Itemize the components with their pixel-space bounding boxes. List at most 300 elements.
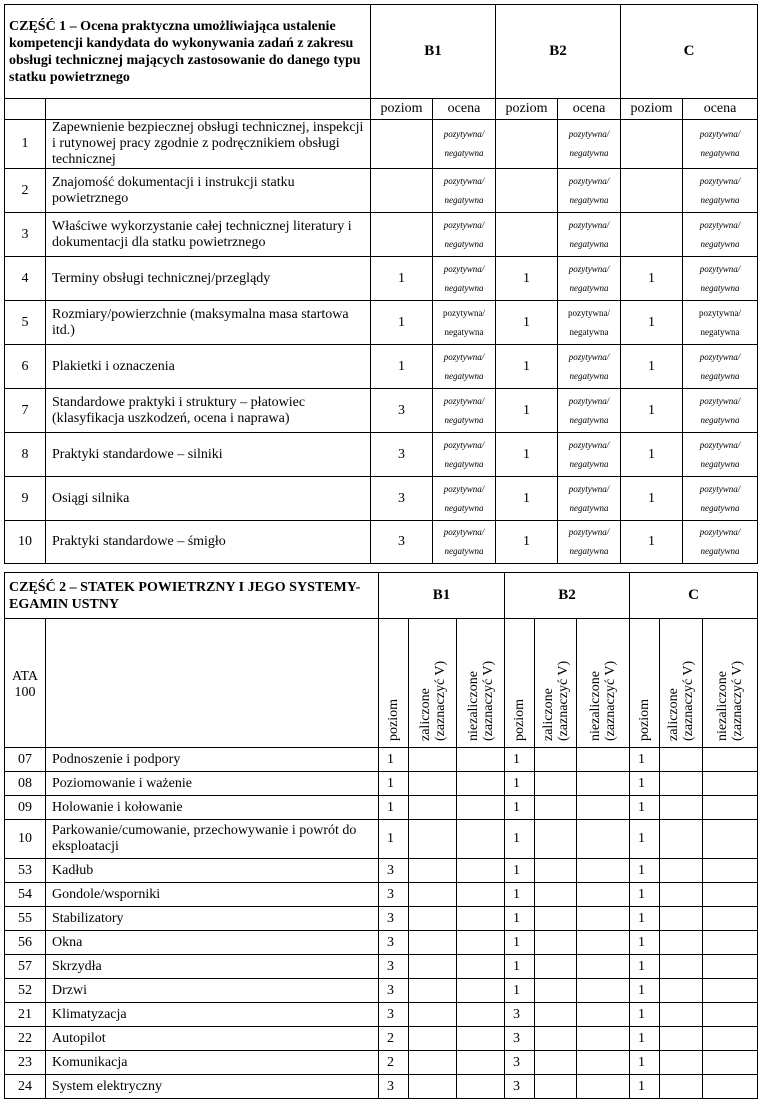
row-description: Właściwe wykorzystanie całej technicznej literatury i dokumentacji dla statku powietrznego	[46, 213, 371, 257]
rating-negative: negatywna	[444, 194, 484, 205]
row-description: Skrzydła	[46, 955, 379, 979]
rating-positive: pozytywna/	[568, 395, 610, 406]
ata-code: 52	[5, 979, 46, 1003]
row-description: Holowanie i kołowanie	[46, 796, 379, 820]
b2-rating[interactable]	[558, 301, 621, 345]
b1-failed-checkbox[interactable]	[457, 796, 505, 820]
b1-failed-checkbox[interactable]	[457, 979, 505, 1003]
part2-row	[5, 859, 758, 883]
b1-passed-checkbox[interactable]	[409, 883, 457, 907]
c-failed-checkbox[interactable]	[703, 955, 758, 979]
part2-row	[5, 1051, 758, 1075]
part1-row	[5, 389, 758, 433]
ata-code: 57	[5, 955, 46, 979]
c-passed-checkbox[interactable]	[660, 1027, 703, 1051]
rating-positive: pozytywna/	[443, 307, 485, 318]
rating-positive: pozytywna/	[568, 175, 610, 186]
b2-level: 1	[505, 748, 535, 772]
b1-level	[371, 213, 433, 257]
rating-positive: pozytywna/	[699, 395, 741, 406]
c-passed-checkbox[interactable]	[660, 859, 703, 883]
part2-group-b1: B1	[379, 573, 505, 619]
b2-level: 1	[505, 772, 535, 796]
b1-rating[interactable]	[433, 433, 496, 477]
c-passed-header: zaliczone (zaznaczyć V)	[660, 619, 703, 748]
b2-rating[interactable]	[558, 169, 621, 213]
part1-sub-rating: ocena	[558, 99, 621, 120]
rating-negative: negatywna	[569, 238, 609, 249]
rating-positive: pozytywna/	[443, 527, 485, 537]
b1-level: 1	[371, 345, 433, 389]
b2-passed-checkbox[interactable]	[535, 1027, 577, 1051]
c-failed-checkbox[interactable]	[703, 1027, 758, 1051]
c-passed-checkbox[interactable]	[660, 955, 703, 979]
rating-negative: negatywna	[569, 326, 609, 337]
c-level: 1	[630, 772, 660, 796]
c-passed-checkbox[interactable]	[660, 748, 703, 772]
b2-level: 1	[496, 389, 558, 433]
b2-failed-checkbox[interactable]	[577, 931, 630, 955]
part1-row	[5, 521, 758, 564]
rating-positive: pozytywna/	[568, 307, 611, 318]
row-description: Osiągi silnika	[46, 477, 371, 521]
part1-row	[5, 301, 758, 345]
rating-positive: pozytywna/	[443, 175, 485, 186]
b2-passed-checkbox[interactable]	[535, 1051, 577, 1075]
b2-passed-checkbox[interactable]	[535, 907, 577, 931]
c-passed-checkbox[interactable]	[660, 1003, 703, 1027]
row-number: 4	[5, 257, 46, 301]
part1-group-b2: B2	[496, 5, 621, 99]
b1-level: 3	[371, 433, 433, 477]
c-failed-checkbox[interactable]	[703, 748, 758, 772]
c-passed-checkbox[interactable]	[660, 1051, 703, 1075]
c-failed-header: niezaliczone (zaznaczyć V)	[703, 619, 758, 748]
b2-failed-checkbox[interactable]	[577, 796, 630, 820]
b1-rating[interactable]	[433, 257, 496, 301]
b1-failed-checkbox[interactable]	[457, 1003, 505, 1027]
b2-level: 3	[505, 1051, 535, 1075]
b1-level: 2	[379, 1051, 409, 1075]
b2-level: 1	[505, 979, 535, 1003]
rating-positive: pozytywna/	[443, 395, 485, 406]
b2-passed-checkbox[interactable]	[535, 955, 577, 979]
b2-failed-checkbox[interactable]	[577, 748, 630, 772]
rating-negative: negatywna	[444, 326, 484, 337]
rating-negative: negatywna	[444, 458, 484, 469]
b2-level	[496, 120, 558, 169]
c-passed-checkbox[interactable]	[660, 931, 703, 955]
b1-failed-checkbox[interactable]	[457, 907, 505, 931]
ata-code: 23	[5, 1051, 46, 1075]
row-number: 3	[5, 213, 46, 257]
rating-negative: negatywna	[444, 414, 484, 425]
c-level: 1	[630, 883, 660, 907]
c-level: 1	[621, 521, 683, 564]
b2-failed-checkbox[interactable]	[577, 820, 630, 859]
rating-negative: negatywna	[444, 370, 484, 381]
b1-failed-checkbox[interactable]	[457, 772, 505, 796]
b1-passed-checkbox[interactable]	[409, 1003, 457, 1027]
rating-negative: negatywna	[569, 546, 609, 556]
c-level: 1	[621, 257, 683, 301]
rating-positive: pozytywna/	[568, 351, 610, 362]
b1-failed-checkbox[interactable]	[457, 1051, 505, 1075]
b2-failed-checkbox[interactable]	[577, 1027, 630, 1051]
ata-code: 24	[5, 1075, 46, 1099]
rating-negative: negatywna	[569, 148, 609, 158]
row-description: Drzwi	[46, 979, 379, 1003]
c-rating[interactable]	[683, 521, 758, 564]
rating-negative: negatywna	[444, 238, 484, 249]
row-number: 10	[5, 521, 46, 564]
b1-level: 3	[379, 1003, 409, 1027]
b1-rating[interactable]	[433, 521, 496, 564]
b1-level: 3	[379, 1075, 409, 1099]
b1-level: 3	[379, 979, 409, 1003]
b2-failed-checkbox[interactable]	[577, 979, 630, 1003]
rating-positive: pozytywna/	[699, 483, 741, 494]
b1-level: 3	[379, 859, 409, 883]
c-failed-checkbox[interactable]	[703, 820, 758, 859]
ata-code: 22	[5, 1027, 46, 1051]
b2-rating[interactable]	[558, 521, 621, 564]
part1-title: CZĘŚĆ 1 – Ocena praktyczna umożliwiająca ustalenie kompetencji kandydata do wykonywania zadań z zakresu obsługi technicznej mających zastosowanie do danego typu statku powietrznego	[5, 5, 371, 99]
c-passed-checkbox[interactable]	[660, 820, 703, 859]
row-description: Praktyki standardowe – silniki	[46, 433, 371, 477]
b2-level: 1	[505, 907, 535, 931]
c-failed-checkbox[interactable]	[703, 931, 758, 955]
b2-rating[interactable]	[558, 257, 621, 301]
c-rating[interactable]	[683, 477, 758, 521]
ata-code: 54	[5, 883, 46, 907]
b1-level-header: poziom	[379, 619, 409, 748]
b2-level: 3	[505, 1075, 535, 1099]
b1-passed-checkbox[interactable]	[409, 931, 457, 955]
part1-row	[5, 345, 758, 389]
b2-passed-checkbox[interactable]	[535, 931, 577, 955]
c-failed-checkbox[interactable]	[703, 772, 758, 796]
b2-passed-checkbox[interactable]	[535, 859, 577, 883]
b2-level	[496, 169, 558, 213]
part1-sub-rating: ocena	[683, 99, 758, 120]
row-description: Plakietki i oznaczenia	[46, 345, 371, 389]
b2-rating[interactable]	[558, 433, 621, 477]
b1-rating[interactable]	[433, 389, 496, 433]
part1-row	[5, 433, 758, 477]
b1-level: 1	[379, 748, 409, 772]
rating-positive: pozytywna/	[699, 527, 741, 537]
part2-row	[5, 979, 758, 1003]
c-level	[621, 120, 683, 169]
c-failed-checkbox[interactable]	[703, 796, 758, 820]
ata-header: ATA 100	[5, 619, 46, 748]
b1-passed-checkbox[interactable]	[409, 1075, 457, 1099]
c-rating[interactable]	[683, 213, 758, 257]
c-level: 1	[621, 345, 683, 389]
part1-sub-level: poziom	[621, 99, 683, 120]
b2-rating[interactable]	[558, 213, 621, 257]
b2-passed-checkbox[interactable]	[535, 772, 577, 796]
b2-failed-checkbox[interactable]	[577, 883, 630, 907]
rating-positive: pozytywna/	[443, 439, 485, 450]
b2-failed-checkbox[interactable]	[577, 955, 630, 979]
part2-row	[5, 931, 758, 955]
part1-table	[4, 4, 758, 564]
c-level: 1	[630, 859, 660, 883]
c-failed-checkbox[interactable]	[703, 979, 758, 1003]
c-level: 1	[621, 301, 683, 345]
row-description: Klimatyzacja	[46, 1003, 379, 1027]
b1-rating[interactable]	[433, 345, 496, 389]
b2-failed-checkbox[interactable]	[577, 907, 630, 931]
rating-positive: pozytywna/	[568, 483, 610, 494]
row-description: Praktyki standardowe – śmigło	[46, 521, 371, 564]
row-description: Poziomowanie i ważenie	[46, 772, 379, 796]
c-failed-checkbox[interactable]	[703, 1003, 758, 1027]
rating-positive: pozytywna/	[699, 175, 741, 186]
part2-row	[5, 883, 758, 907]
b2-failed-checkbox[interactable]	[577, 859, 630, 883]
part1-row	[5, 257, 758, 301]
b2-passed-header: zaliczone (zaznaczyć V)	[535, 619, 577, 748]
ata-code: 07	[5, 748, 46, 772]
b1-passed-checkbox[interactable]	[409, 820, 457, 859]
b1-passed-checkbox[interactable]	[409, 796, 457, 820]
b2-passed-checkbox[interactable]	[535, 979, 577, 1003]
c-rating[interactable]	[683, 301, 758, 345]
row-description: Znajomość dokumentacji i instrukcji statku powietrznego	[46, 169, 371, 213]
b2-rating[interactable]	[558, 389, 621, 433]
c-level-header: poziom	[630, 619, 660, 748]
b1-level: 3	[371, 389, 433, 433]
b1-passed-checkbox[interactable]	[409, 748, 457, 772]
c-passed-checkbox[interactable]	[660, 907, 703, 931]
b2-level: 1	[496, 345, 558, 389]
b2-passed-checkbox[interactable]	[535, 883, 577, 907]
part1-row	[5, 169, 758, 213]
b1-level: 1	[371, 301, 433, 345]
b2-passed-checkbox[interactable]	[535, 748, 577, 772]
c-rating[interactable]	[683, 257, 758, 301]
c-level: 1	[630, 979, 660, 1003]
b2-level: 1	[496, 433, 558, 477]
c-failed-checkbox[interactable]	[703, 859, 758, 883]
c-rating[interactable]	[683, 433, 758, 477]
rating-negative: negatywna	[569, 370, 609, 381]
b2-level: 3	[505, 1003, 535, 1027]
b2-level-header: poziom	[505, 619, 535, 748]
rating-negative: negatywna	[444, 502, 484, 513]
part1-row	[5, 120, 758, 169]
rating-positive: pozytywna/	[568, 219, 610, 230]
b1-rating[interactable]	[433, 477, 496, 521]
rating-negative: negatywna	[700, 194, 740, 205]
c-rating[interactable]	[683, 169, 758, 213]
rating-positive: pozytywna/	[699, 351, 741, 362]
part2-title: CZĘŚĆ 2 – STATEK POWIETRZNY I JEGO SYSTEMY- EGAMIN USTNY	[5, 573, 379, 619]
b2-level: 1	[496, 477, 558, 521]
b1-rating[interactable]	[433, 213, 496, 257]
b1-passed-checkbox[interactable]	[409, 979, 457, 1003]
b1-level: 1	[379, 796, 409, 820]
b2-level: 3	[505, 1027, 535, 1051]
rating-negative: negatywna	[569, 282, 609, 293]
part1-sub-empty	[5, 99, 46, 120]
c-level: 1	[630, 955, 660, 979]
b1-failed-header: niezaliczone (zaznaczyć V)	[457, 619, 505, 748]
c-level: 1	[630, 1075, 660, 1099]
b1-level: 3	[379, 931, 409, 955]
rating-negative: negatywna	[700, 326, 740, 337]
rating-positive: pozytywna/	[443, 351, 485, 362]
row-number: 9	[5, 477, 46, 521]
b1-passed-header: zaliczone (zaznaczyć V)	[409, 619, 457, 748]
b1-passed-checkbox[interactable]	[409, 1051, 457, 1075]
row-number: 6	[5, 345, 46, 389]
row-number: 7	[5, 389, 46, 433]
b1-level: 2	[379, 1027, 409, 1051]
rating-negative: negatywna	[700, 458, 740, 469]
b1-passed-checkbox[interactable]	[409, 772, 457, 796]
c-level	[621, 169, 683, 213]
b2-passed-checkbox[interactable]	[535, 820, 577, 859]
c-level: 1	[630, 820, 660, 859]
b1-rating[interactable]	[433, 169, 496, 213]
row-number: 8	[5, 433, 46, 477]
b1-failed-checkbox[interactable]	[457, 820, 505, 859]
part1-sub-empty	[46, 99, 371, 120]
b2-rating[interactable]	[558, 345, 621, 389]
b1-level: 1	[379, 820, 409, 859]
b1-failed-checkbox[interactable]	[457, 748, 505, 772]
row-number: 1	[5, 120, 46, 169]
rating-negative: negatywna	[569, 458, 609, 469]
part2-row	[5, 820, 758, 859]
rating-positive: pozytywna/	[568, 129, 610, 139]
b1-rating[interactable]	[433, 301, 496, 345]
c-level: 1	[630, 1051, 660, 1075]
part2-group-c: C	[630, 573, 758, 619]
b1-passed-checkbox[interactable]	[409, 907, 457, 931]
b1-level: 3	[371, 521, 433, 564]
c-failed-checkbox[interactable]	[703, 1051, 758, 1075]
rating-positive: pozytywna/	[443, 483, 485, 494]
b2-level: 1	[505, 820, 535, 859]
rating-positive: pozytywna/	[568, 527, 610, 537]
c-passed-checkbox[interactable]	[660, 979, 703, 1003]
b2-level: 1	[496, 257, 558, 301]
c-passed-checkbox[interactable]	[660, 1075, 703, 1099]
c-passed-checkbox[interactable]	[660, 883, 703, 907]
c-level: 1	[621, 389, 683, 433]
rating-negative: negatywna	[700, 502, 740, 513]
b2-level: 1	[496, 301, 558, 345]
b2-rating[interactable]	[558, 120, 621, 169]
b2-passed-checkbox[interactable]	[535, 1003, 577, 1027]
rating-positive: pozytywna/	[443, 129, 485, 139]
c-level: 1	[621, 477, 683, 521]
b2-passed-checkbox[interactable]	[535, 1075, 577, 1099]
b2-level: 1	[505, 859, 535, 883]
row-description: Standardowe praktyki i struktury – płatowiec (klasyfikacja uszkodzeń, ocena i naprawa)	[46, 389, 371, 433]
b2-level	[496, 213, 558, 257]
rating-positive: pozytywna/	[699, 129, 741, 139]
ata-code: 55	[5, 907, 46, 931]
b2-passed-checkbox[interactable]	[535, 796, 577, 820]
c-passed-checkbox[interactable]	[660, 772, 703, 796]
b2-rating[interactable]	[558, 477, 621, 521]
part2-row	[5, 1027, 758, 1051]
c-failed-checkbox[interactable]	[703, 1075, 758, 1099]
rating-positive: pozytywna/	[443, 219, 485, 230]
rating-negative: negatywna	[700, 238, 740, 249]
b1-level: 3	[371, 477, 433, 521]
row-description: Kadłub	[46, 859, 379, 883]
rating-positive: pozytywna/	[443, 263, 485, 274]
part2-desc-header	[46, 619, 379, 748]
ata-code: 21	[5, 1003, 46, 1027]
b1-passed-checkbox[interactable]	[409, 859, 457, 883]
b2-level: 1	[505, 883, 535, 907]
c-passed-checkbox[interactable]	[660, 796, 703, 820]
b2-level: 1	[505, 796, 535, 820]
rating-negative: negatywna	[444, 148, 484, 158]
b1-passed-checkbox[interactable]	[409, 1027, 457, 1051]
c-level: 1	[621, 433, 683, 477]
b2-level: 1	[505, 931, 535, 955]
part2-row	[5, 907, 758, 931]
ata-code: 56	[5, 931, 46, 955]
part2-row	[5, 796, 758, 820]
row-number: 5	[5, 301, 46, 345]
b1-level: 1	[379, 772, 409, 796]
c-failed-checkbox[interactable]	[703, 907, 758, 931]
b2-level: 1	[496, 521, 558, 564]
c-rating[interactable]	[683, 345, 758, 389]
b1-failed-checkbox[interactable]	[457, 931, 505, 955]
rating-positive: pozytywna/	[699, 439, 741, 450]
part2-row	[5, 1003, 758, 1027]
b2-failed-checkbox[interactable]	[577, 1075, 630, 1099]
b1-failed-checkbox[interactable]	[457, 1027, 505, 1051]
row-description: Terminy obsługi technicznej/przeglądy	[46, 257, 371, 301]
c-rating[interactable]	[683, 389, 758, 433]
rating-positive: pozytywna/	[568, 439, 610, 450]
row-number: 2	[5, 169, 46, 213]
b2-failed-checkbox[interactable]	[577, 1051, 630, 1075]
b1-failed-checkbox[interactable]	[457, 1075, 505, 1099]
rating-negative: negatywna	[569, 414, 609, 425]
b1-failed-checkbox[interactable]	[457, 883, 505, 907]
row-description: Autopilot	[46, 1027, 379, 1051]
part1-sub-level: poziom	[371, 99, 433, 120]
b2-failed-checkbox[interactable]	[577, 772, 630, 796]
b2-failed-checkbox[interactable]	[577, 1003, 630, 1027]
part1-row	[5, 477, 758, 521]
b1-failed-checkbox[interactable]	[457, 859, 505, 883]
c-failed-checkbox[interactable]	[703, 883, 758, 907]
b1-failed-checkbox[interactable]	[457, 955, 505, 979]
c-level: 1	[630, 907, 660, 931]
b1-passed-checkbox[interactable]	[409, 955, 457, 979]
row-description: Podnoszenie i podpory	[46, 748, 379, 772]
b1-rating[interactable]	[433, 120, 496, 169]
c-rating[interactable]	[683, 120, 758, 169]
rating-negative: negatywna	[700, 370, 740, 381]
part2-row	[5, 1075, 758, 1099]
part2-row	[5, 772, 758, 796]
